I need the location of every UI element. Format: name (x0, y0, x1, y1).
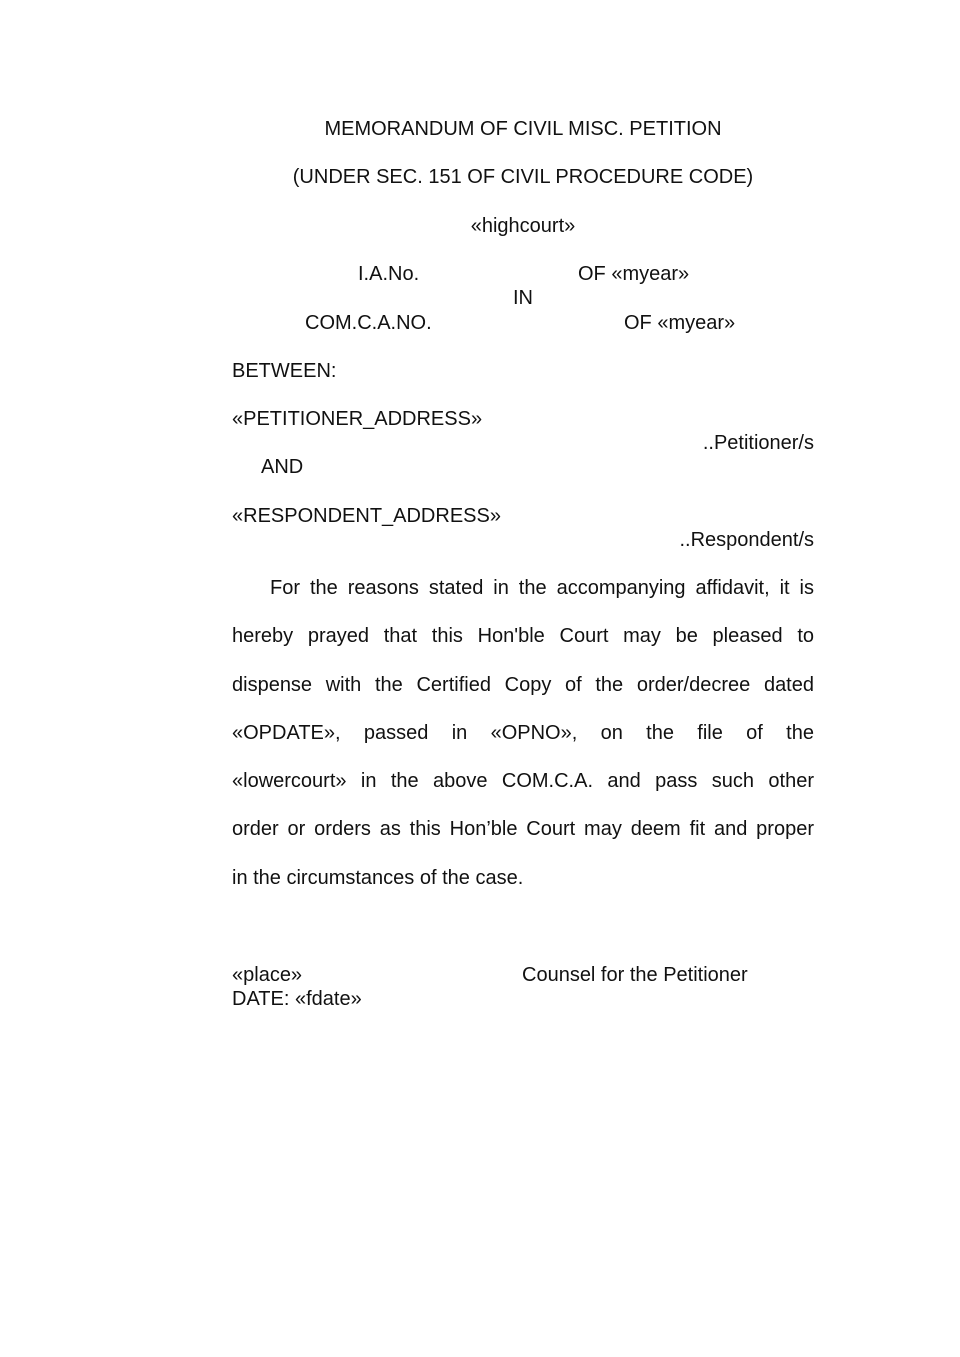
between-label: BETWEEN: (232, 360, 337, 382)
document-subtitle: (UNDER SEC. 151 OF CIVIL PROCEDURE CODE) (292, 166, 754, 188)
comca-year: OF «myear» (624, 312, 736, 334)
court-name: «highcourt» (470, 215, 576, 237)
prayer-line: «OPDATE», passed in «OPNO», on the file of the (232, 721, 814, 744)
prayer-line: dispense with the Certified Copy of the order/decree dated (232, 673, 814, 696)
prayer-paragraph (232, 576, 814, 914)
and-label: AND (261, 456, 304, 478)
comca-number-label: COM.C.A.NO. (305, 312, 432, 334)
ia-number-label: I.A.No. (358, 263, 420, 285)
place-field: «place» (232, 964, 303, 986)
respondent-address: «RESPONDENT_ADDRESS» (232, 505, 501, 527)
date-field: DATE: «fdate» (232, 988, 362, 1010)
prayer-line: «lowercourt» in the above COM.C.A. and pass such other (232, 770, 814, 793)
prayer-line: For the reasons stated in the accompanying affidavit, it is (270, 577, 814, 599)
petitioner-address: «PETITIONER_ADDRESS» (232, 408, 483, 430)
document-title: MEMORANDUM OF CIVIL MISC. PETITION (324, 118, 722, 140)
respondent-role: ..Respondent/s (679, 529, 814, 551)
in-label: IN (513, 287, 533, 309)
prayer-line: in the circumstances of the case. (232, 866, 524, 889)
ia-year: OF «myear» (578, 263, 690, 285)
prayer-line: order or orders as this Hon’ble Court may deem fit and proper (232, 818, 814, 841)
prayer-line: hereby prayed that this Hon'ble Court may be pleased to (232, 625, 814, 648)
counsel-signature-label: Counsel for the Petitioner (522, 964, 748, 986)
petitioner-role: ..Petitioner/s (702, 432, 814, 454)
